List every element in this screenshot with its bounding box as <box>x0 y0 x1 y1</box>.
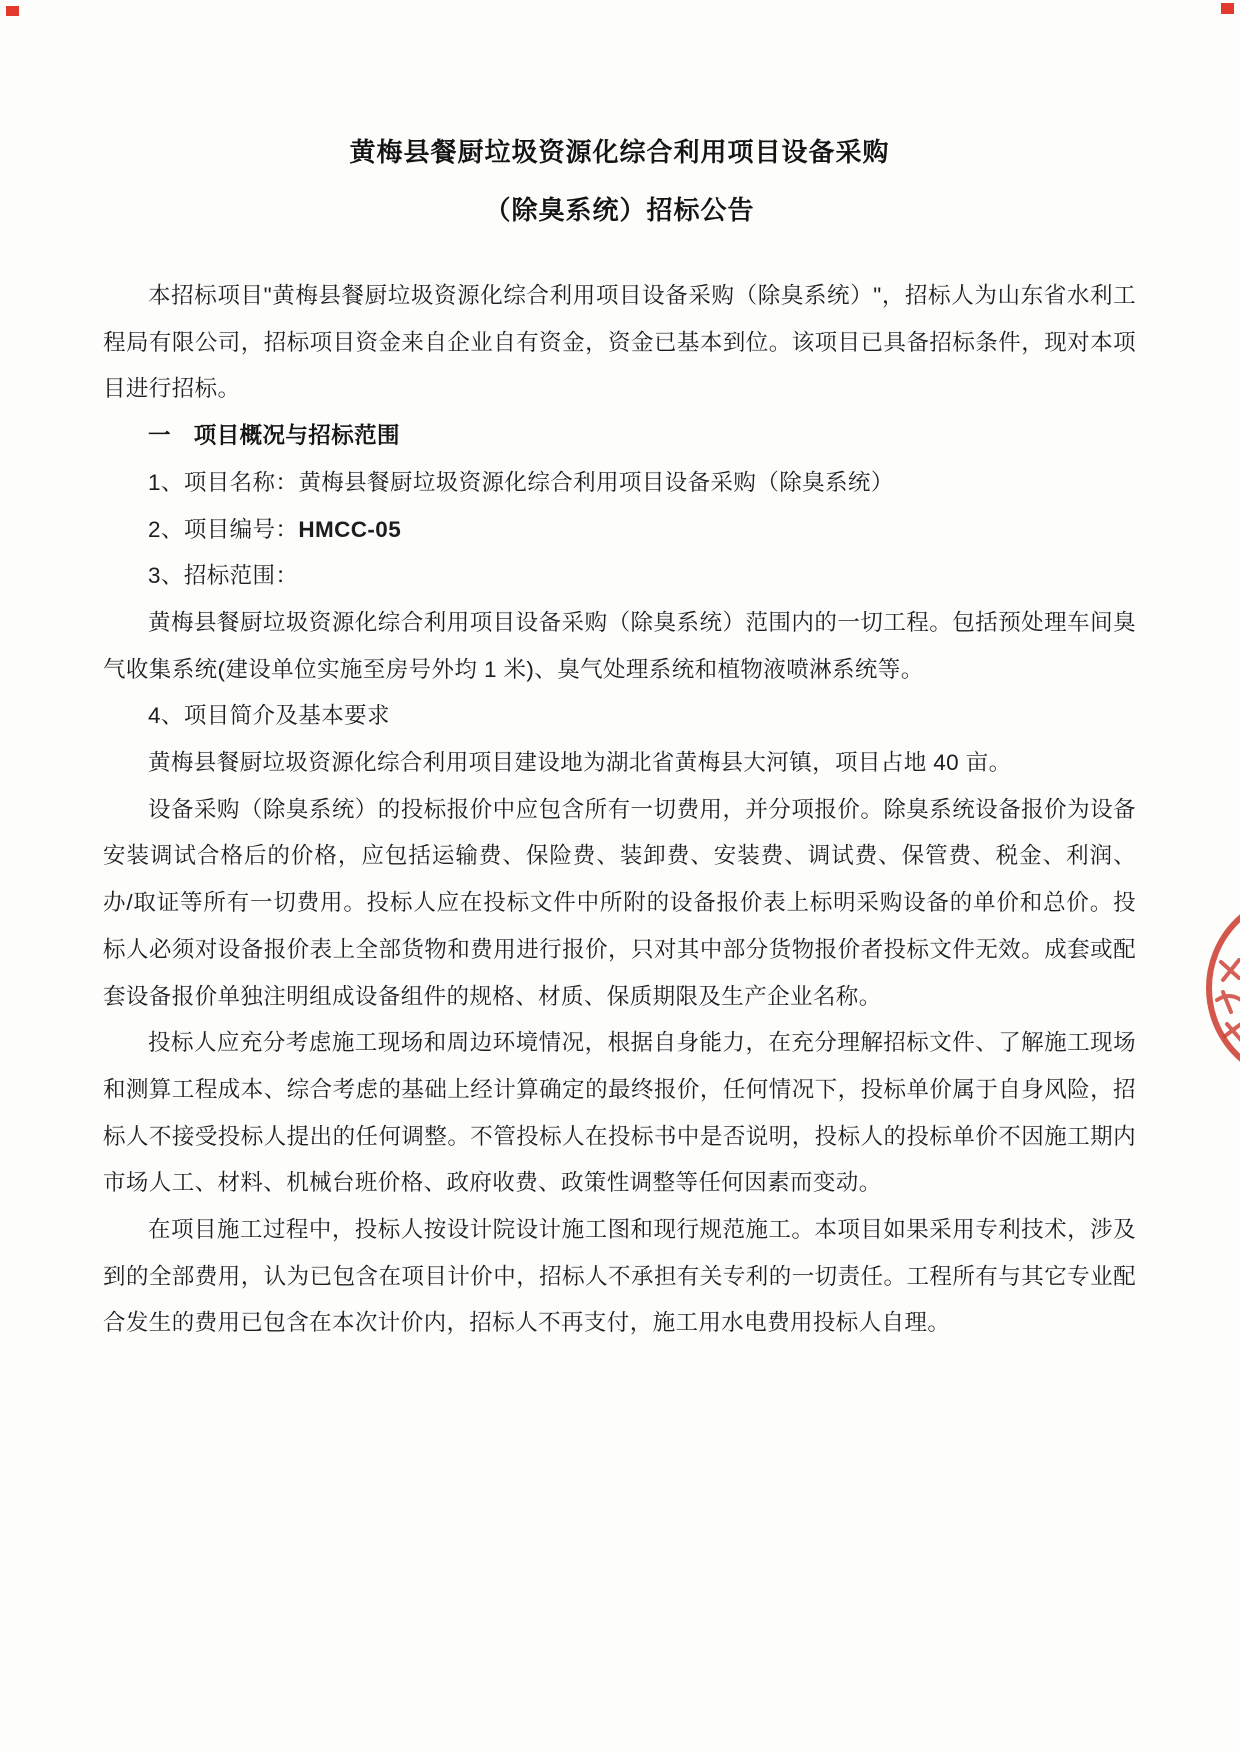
paragraph-construction-requirements: 在项目施工过程中，投标人按设计院设计施工图和现行规范施工。本项目如果采用专利技术，涉及到的全部费用，认为已包含在项目计价中，招标人不承担有关专利的一切责任。工程所有与其它专业配合发生的费用已包含在本次计价内，招标人不再支付，施工用水电费用投标人自理。 <box>103 1217 1136 1336</box>
document-title-line1: 黄梅县餐厨垃圾资源化综合利用项目设备采购 <box>349 137 890 167</box>
red-seal-stamp <box>1203 888 1240 1088</box>
document-body <box>103 130 1136 1347</box>
document-title-line2: （除臭系统）招标公告 <box>484 195 755 225</box>
list-item-project-name: 1、项目名称：黄梅县餐厨垃圾资源化综合利用项目设备采购（除臭系统） <box>148 469 894 495</box>
paragraph-brief-detail: 黄梅县餐厨垃圾资源化综合利用项目建设地为湖北省黄梅县大河镇，项目占地 40 亩。 <box>148 750 1012 776</box>
project-number-label: 2、项目编号： <box>148 516 299 542</box>
section-1-heading: 一 项目概况与招标范围 <box>148 423 400 449</box>
paragraph-pricing-requirements: 设备采购（除臭系统）的投标报价中应包含所有一切费用，并分项报价。除臭系统设备报价为设备安装调试合格后的价格，应包括运输费、保险费、装卸费、安装费、调试费、保管费、税金、利润、办/取证等所有一切费用。投标人应在投标文件中所附的设备报价表上标明采购设备的单价和总价。投标人必须对设备报价表上全部货物和费用进行报价，只对其中部分货物报价者投标文件无效。成套或配套设备报价单独注明组成设备组件的规格、材质、保质期限及生产企业名称。 <box>103 796 1136 1009</box>
list-item-project-number <box>103 507 1136 554</box>
list-item-project-brief: 4、项目简介及基本要求 <box>148 703 390 729</box>
red-corner-mark-top-right <box>1221 3 1234 14</box>
paragraph-scope-detail: 黄梅县餐厨垃圾资源化综合利用项目设备采购（除臭系统）范围内的一切工程。包括预处理车间臭气收集系统(建设单位实施至房号外均 1 米)、臭气处理系统和植物液喷淋系统等。 <box>103 609 1136 682</box>
seal-circle-icon <box>1203 888 1240 1088</box>
red-corner-mark-top-left <box>6 6 19 16</box>
paragraph-intro: 本招标项目"黄梅县餐厨垃圾资源化综合利用项目设备采购（除臭系统）"，招标人为山东省水利工程局有限公司，招标项目资金来自企业自有资金，资金已基本到位。该项目已具备招标条件，现对本项目进行招标。 <box>103 283 1136 402</box>
project-number-value: HMCC-05 <box>298 516 402 542</box>
paragraph-bidder-risk: 投标人应充分考虑施工现场和周边环境情况，根据自身能力，在充分理解招标文件、了解施工现场和测算工程成本、综合考虑的基础上经计算确定的最终报价，任何情况下，投标单价属于自身风险，招标人不接受投标人提出的任何调整。不管投标人在投标书中是否说明，投标人的投标单价不因施工期内市场人工、材料、机械台班价格、政府收费、政策性调整等任何因素而变动。 <box>103 1030 1136 1196</box>
list-item-tender-scope: 3、招标范围： <box>148 563 299 589</box>
